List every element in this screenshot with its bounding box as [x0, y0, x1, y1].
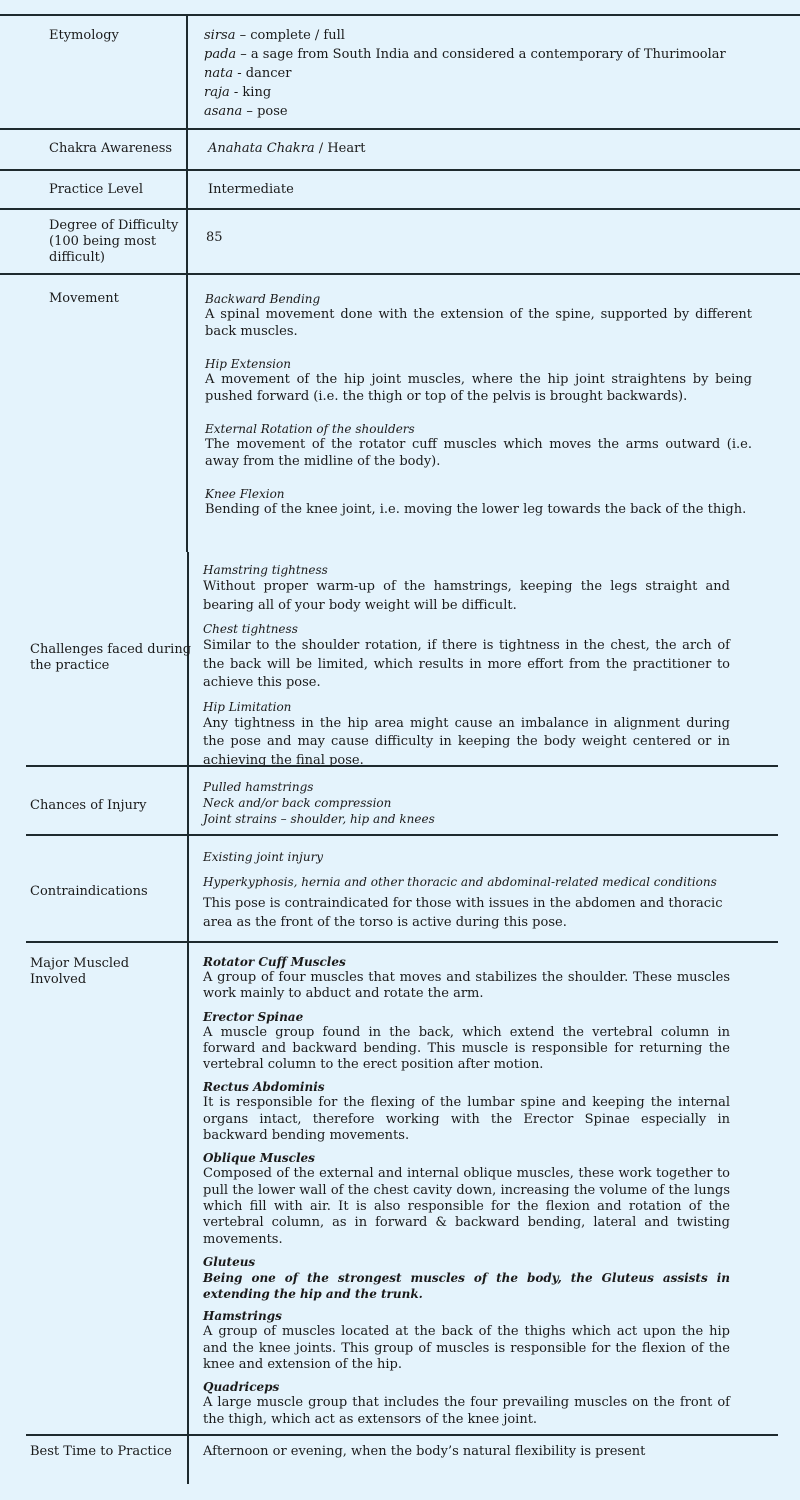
label-line: Involved [30, 972, 87, 987]
injury-label: Chances of Injury [30, 798, 147, 813]
challenge-desc: Without proper warm-up of the hamstrings, keeping the legs straight and bearing all of your body weight will be difficult. [203, 579, 730, 613]
etymology-term [204, 102, 726, 121]
movement-desc: The movement of the rotator cuff muscles which moves the arms outward (i.e. away from the midline of the body). [205, 437, 752, 469]
movement-item [205, 486, 752, 519]
term-sep: – [235, 28, 251, 43]
muscle-item [203, 1254, 730, 1303]
muscle-title: Rectus Abdominis [203, 1080, 325, 1095]
muscle-title: Erector Spinae [203, 1009, 304, 1024]
term-sep: – [236, 47, 251, 62]
movement-desc: A spinal movement done with the extension of the spine, supported by different back muscles. [205, 307, 752, 339]
etymology-term [204, 45, 726, 64]
label-line: difficult) [49, 250, 105, 265]
etymology-term [204, 64, 726, 83]
muscle-desc: Being one of the strongest muscles of the body, the Gluteus assists in extending the hip and the trunk. [203, 1270, 730, 1302]
movement-item [205, 291, 752, 340]
term-sep: - [229, 85, 243, 100]
challenge-item [203, 621, 730, 693]
muscle-desc: Composed of the external and internal oblique muscles, these work together to pull the lower wall of the chest cavity down, increasing the volume of the lungs which fill with air. It is also responsible for the flexion and rotation of the vertebral column, as in forward & backward bending, lateral and twisting movements. [203, 1166, 730, 1247]
movement-label: Movement [49, 291, 119, 306]
row-divider [26, 834, 778, 836]
best-time-label: Best Time to Practice [30, 1444, 172, 1459]
challenge-title: Hamstring tightness [203, 563, 328, 577]
contraindication-desc: This pose is contraindicated for those with issues in the abdomen and thoracic area as the front of the torso is active during this pose. [203, 896, 723, 930]
label-line: Degree of Difficulty [49, 218, 179, 233]
movement-item [205, 421, 752, 470]
muscle-item [203, 1379, 730, 1428]
movement-list [205, 291, 752, 529]
muscles-list [203, 954, 730, 1434]
term-meaning: complete / full [250, 28, 345, 43]
term-meaning: a sage from South India and considered a contemporary of Thurimoolar [250, 47, 726, 62]
muscle-desc: A large muscle group that includes the four prevailing muscles on the front of the thigh, which act as extensors of the knee joint. [203, 1395, 730, 1427]
injury-item: Pulled hamstrings [203, 780, 314, 794]
muscle-title: Quadriceps [203, 1380, 280, 1395]
muscles-label [30, 956, 129, 988]
movement-desc: A movement of the hip joint muscles, where the hip joint straightens by being pushed forward (i.e. the thigh or top of the pelvis is brought backwards). [205, 372, 752, 404]
movement-title: External Rotation of the shoulders [205, 422, 415, 436]
injury-item: Neck and/or back compression [203, 796, 392, 810]
muscle-desc: A group of muscles located at the back of the thighs which act upon the hip and the knee joints. This group of muscles is responsible for the flexion of the knee and extension of the hip. [203, 1324, 730, 1373]
etymology-term [204, 26, 726, 45]
term-meaning: pose [257, 104, 288, 119]
challenge-desc: Any tightness in the hip area might cause an imbalance in alignment during the pose and may cause difficulty in keeping the body weight centered or in achieving the final pose. [203, 715, 730, 768]
practice-level-value: Intermediate [208, 182, 294, 197]
challenge-item [203, 699, 730, 771]
column-divider [186, 14, 188, 552]
challenge-item [203, 562, 730, 615]
term-sep: - [233, 66, 246, 81]
term-word: sirsa [204, 28, 236, 43]
injury-list [203, 779, 435, 827]
best-time-value: Afternoon or evening, when the body’s natural flexibility is present [203, 1444, 646, 1459]
contraindication-item: Hyperkyphosis, hernia and other thoracic and abdominal-related medical conditions [203, 874, 717, 889]
challenge-title: Hip Limitation [203, 699, 292, 714]
row-divider [26, 1434, 778, 1436]
term-meaning: king [242, 85, 272, 100]
label-line: the practice [30, 658, 110, 673]
challenges-list [203, 562, 730, 776]
term-word: pada [204, 47, 237, 62]
challenges-label [30, 642, 191, 674]
practice-level-label: Practice Level [49, 182, 144, 197]
label-line: (100 being most [49, 234, 157, 249]
muscle-title: Rotator Cuff Muscles [203, 955, 346, 969]
chakra-value [208, 141, 366, 158]
movement-item [205, 356, 752, 405]
muscle-title: Gluteus [203, 1254, 256, 1269]
challenge-title: Chest tightness [203, 622, 298, 636]
term-word: asana [204, 104, 243, 119]
chakra-label: Chakra Awareness [49, 141, 173, 156]
movement-title: Hip Extension [205, 357, 291, 371]
etymology-term [204, 83, 726, 102]
label-line: Major Muscled [30, 956, 130, 971]
movement-title: Knee Flexion [205, 487, 285, 501]
difficulty-value: 85 [206, 230, 223, 245]
injury-item: Joint strains – shoulder, hip and knees [203, 812, 435, 826]
term-word: nata [204, 66, 234, 81]
etymology-label: Etymology [49, 28, 119, 43]
label-line: Challenges faced during [30, 642, 192, 657]
difficulty-label [49, 218, 178, 266]
muscle-title: Oblique Muscles [203, 1151, 315, 1166]
challenge-desc: Similar to the shoulder rotation, if there is tightness in the chest, the arch of the back will be limited, which results in more effort from the practitioner to achieve this pose. [203, 638, 730, 690]
muscle-item [203, 1079, 730, 1144]
muscle-desc: It is responsible for the flexing of the lumbar spine and keeping the internal organs intact, therefore working with the Erector Spinae especially in backward bending movements. [203, 1095, 730, 1144]
contraindications-label: Contraindications [30, 884, 148, 899]
chakra-sep: / [314, 141, 328, 156]
row-divider [0, 128, 800, 130]
row-divider [0, 14, 800, 16]
etymology-value [204, 26, 726, 121]
chakra-meaning: Heart [327, 141, 366, 156]
term-word: raja [204, 85, 230, 100]
row-divider [26, 941, 778, 943]
chakra-name: Anahata Chakra [208, 141, 315, 156]
muscle-item [203, 1150, 730, 1247]
movement-desc: Bending of the knee joint, i.e. moving the lower leg towards the back of the thigh. [205, 502, 747, 517]
term-meaning: dancer [245, 66, 292, 81]
column-divider [187, 552, 189, 1484]
muscle-item [203, 954, 730, 1003]
muscle-title: Hamstrings [203, 1309, 282, 1324]
contraindication-item: Existing joint injury [203, 850, 324, 864]
row-divider [0, 169, 800, 171]
contraindications-list [203, 849, 743, 932]
row-divider [0, 208, 800, 210]
term-sep: – [242, 104, 258, 119]
muscle-item [203, 1308, 730, 1373]
movement-title: Backward Bending [205, 292, 321, 306]
row-divider [0, 273, 800, 275]
muscle-item [203, 1009, 730, 1074]
muscle-desc: A muscle group found in the back, which extend the vertebral column in forward and backward bending. This muscle is responsible for returning the vertebral column to the erect position after motion. [203, 1024, 730, 1073]
muscle-desc: A group of four muscles that moves and stabilizes the shoulder. These muscles work mainly to abduct and rotate the arm. [203, 970, 730, 1002]
